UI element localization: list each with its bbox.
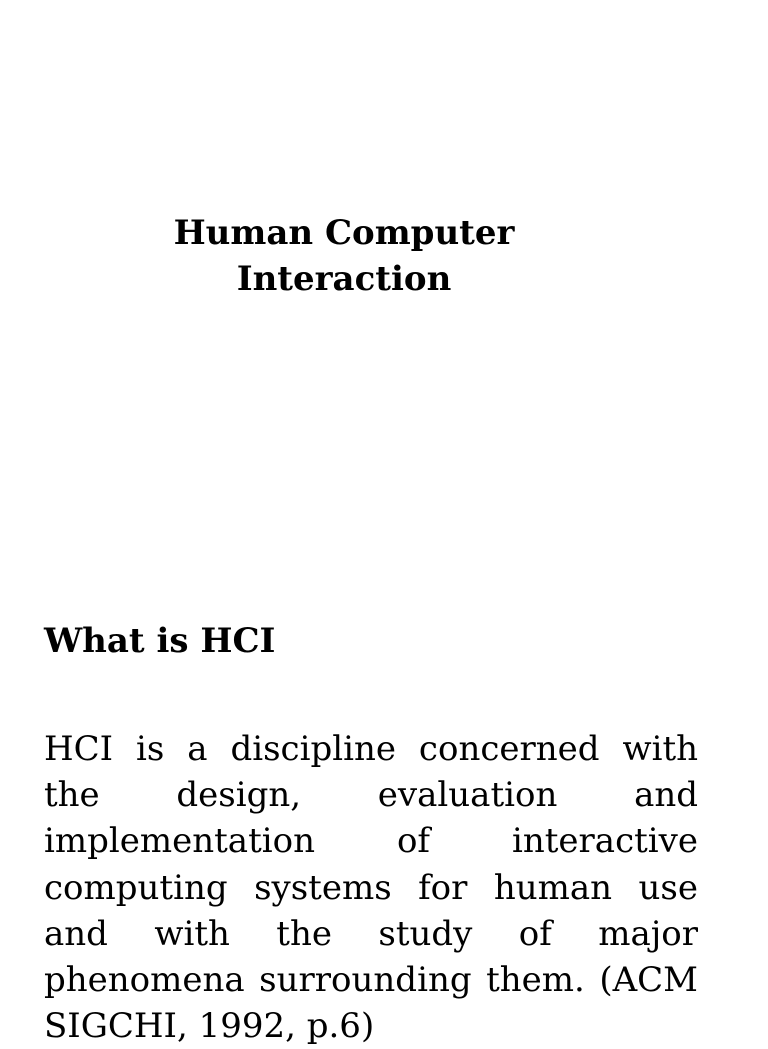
page-title-line-2: Interaction: [236, 259, 452, 299]
section-heading: What is HCI: [44, 621, 276, 661]
page-title: [150, 210, 538, 302]
body-paragraph: HCI is a discipline concerned with the design, evaluation and implementation of interactive computing systems for human use and with the study of major phenomena surrounding them. (ACM SIGCHI, 1992, p.6): [44, 729, 698, 1047]
page-title-line-1: Human Computer: [173, 213, 515, 253]
